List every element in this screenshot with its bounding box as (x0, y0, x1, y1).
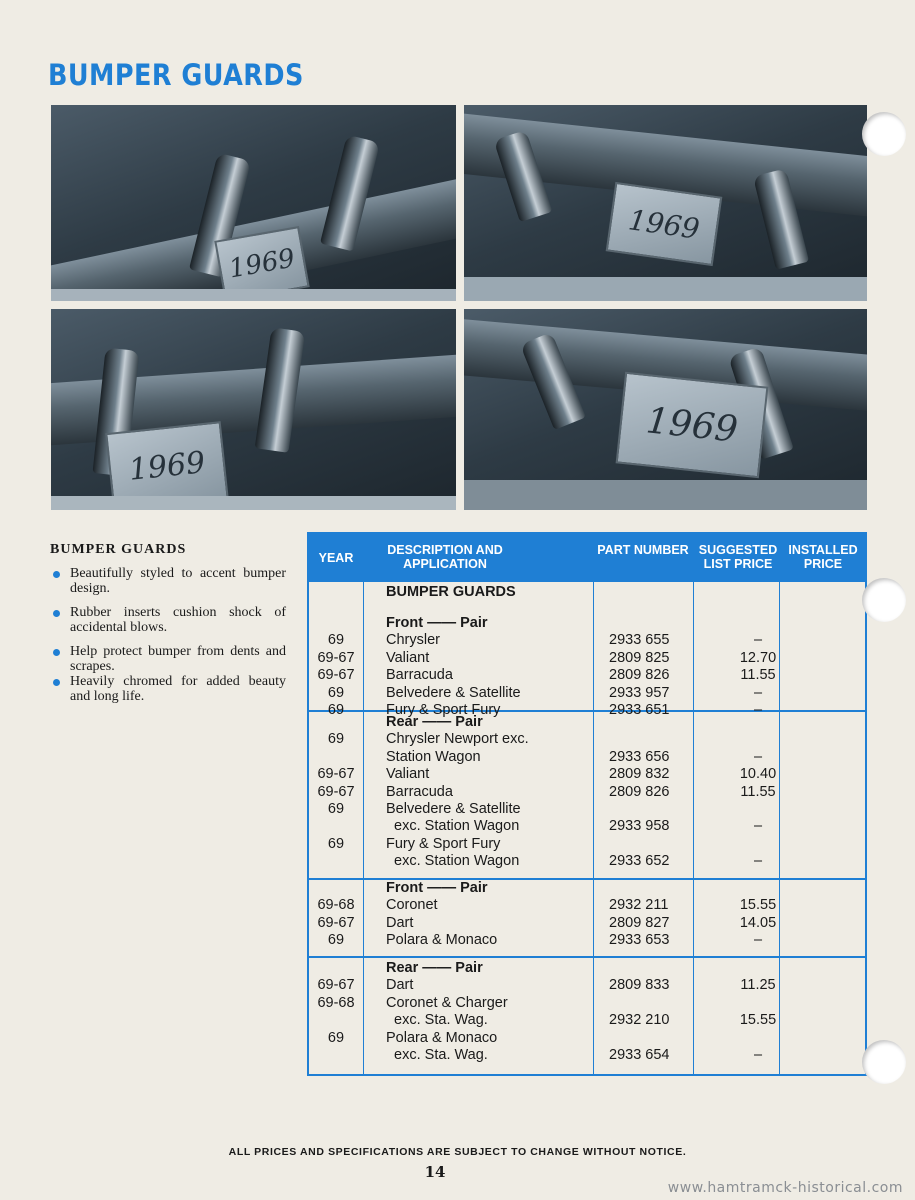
section-label: Front —— Pair (386, 615, 488, 631)
row-list-price: – (753, 684, 763, 701)
photo-front-right (464, 105, 867, 301)
page-title: BUMPER GUARDS (48, 58, 304, 92)
row-part-number: 2809 826 (609, 667, 670, 684)
row-description: Dart (386, 914, 414, 931)
feature-item: Heavily chromed for added beauty and long life. (52, 674, 286, 704)
row-description: Polara & Monaco (386, 1029, 498, 1046)
column-divider (593, 582, 594, 1074)
row-list-price: 11.55 (740, 667, 776, 684)
row-list-price: 12.70 (739, 649, 777, 666)
row-part-number: 2809 827 (609, 914, 670, 931)
binder-hole (862, 578, 906, 622)
row-part-number: 2809 832 (609, 766, 670, 783)
row-list-price: 10.40 (739, 766, 777, 783)
row-part-number: 2933 651 (609, 702, 670, 718)
row-year: 69 (327, 632, 345, 649)
row-list-price: – (753, 853, 763, 870)
footer-note: ALL PRICES AND SPECIFICATIONS ARE SUBJECT TO CHANGE WITHOUT NOTICE. (228, 1146, 687, 1158)
page-number: 14 (424, 1163, 446, 1181)
row-year: 69 (327, 702, 345, 718)
section-label: Rear —— Pair (386, 960, 483, 976)
row-list-price: – (753, 818, 763, 835)
row-part-number: 2809 825 (609, 649, 670, 666)
row-year: 69-67 (317, 914, 355, 931)
row-list-price: 11.55 (740, 783, 776, 800)
row-list-price: 11.25 (740, 977, 776, 994)
row-description: exc. Station Wagon (386, 853, 520, 870)
column-divider (363, 582, 364, 1074)
row-list-price: – (753, 702, 763, 718)
row-year: 69-67 (317, 977, 355, 994)
row-list-price: – (753, 632, 763, 649)
license-plate: 1969 (616, 372, 769, 479)
row-part-number: 2933 957 (609, 684, 670, 701)
license-plate: 1969 (606, 182, 723, 266)
row-part-number: 2933 656 (609, 748, 670, 765)
row-divider (309, 956, 865, 958)
header-description: DESCRIPTION AND APPLICATION (387, 543, 503, 571)
row-year: 69-67 (317, 649, 355, 666)
license-plate: 1969 (214, 226, 309, 301)
row-year: 69 (327, 684, 345, 701)
row-description: exc. Sta. Wag. (386, 1047, 488, 1063)
header-part-number: PART NUMBER (597, 543, 689, 557)
section-label: Rear —— Pair (386, 714, 483, 730)
row-list-price: – (753, 1047, 763, 1063)
row-description: Coronet & Charger (386, 994, 508, 1011)
row-description: Fury & Sport Fury (386, 835, 501, 852)
binder-hole (862, 1040, 906, 1084)
row-year: 69-68 (317, 994, 355, 1011)
feature-list (52, 566, 286, 713)
row-list-price: – (753, 932, 763, 949)
section-label: Front —— Pair (386, 880, 488, 896)
row-description: Barracuda (386, 667, 453, 684)
row-part-number: 2933 958 (609, 818, 670, 835)
row-part-number: 2933 652 (609, 853, 670, 870)
row-part-number: 2933 653 (609, 932, 670, 949)
header-list-price: SUGGESTED LIST PRICE (698, 543, 778, 571)
license-plate: 1969 (105, 421, 229, 510)
row-year: 69 (327, 835, 345, 852)
table-header (309, 534, 865, 582)
header-year: YEAR (318, 551, 354, 565)
header-installed-price: INSTALLED PRICE (788, 543, 858, 571)
feature-item: Rubber inserts cushion shock of accidental blows. (52, 605, 286, 635)
feature-item: Help protect bumper from dents and scrapes. (52, 644, 286, 674)
row-list-price: 14.05 (739, 914, 777, 931)
row-year: 69-67 (317, 766, 355, 783)
photo-rear-left (51, 309, 456, 510)
sidebar-heading: BUMPER GUARDS (50, 542, 187, 557)
watermark: www.hamtramck-historical.com (667, 1180, 903, 1196)
row-description: Chrysler Newport exc. (386, 731, 529, 748)
photo-front-left (51, 105, 456, 301)
row-part-number: 2932 211 (609, 897, 669, 914)
row-year: 69-67 (317, 667, 355, 684)
row-description: Barracuda (386, 783, 453, 800)
row-part-number: 2933 654 (609, 1047, 670, 1063)
row-description: Dart (386, 977, 414, 994)
row-part-number: 2932 210 (609, 1012, 670, 1029)
row-year: 69-68 (317, 897, 355, 914)
feature-item: Beautifully styled to accent bumper design. (52, 566, 286, 596)
row-description: Coronet (386, 897, 438, 914)
row-year: 69 (327, 1029, 345, 1046)
table-title: BUMPER GUARDS (386, 584, 516, 600)
row-list-price: – (753, 748, 763, 765)
row-description: Fury & Sport Fury (386, 702, 501, 718)
row-year: 69 (327, 801, 345, 817)
row-description: exc. Station Wagon (386, 818, 520, 835)
row-part-number: 2809 833 (609, 977, 670, 994)
row-description: Polara & Monaco (386, 932, 498, 949)
row-description: Station Wagon (386, 748, 481, 765)
row-year: 69 (327, 932, 345, 949)
row-list-price: 15.55 (739, 897, 777, 914)
binder-hole (862, 112, 906, 156)
row-year: 69-67 (317, 783, 355, 800)
row-description: exc. Sta. Wag. (386, 1012, 488, 1029)
photo-rear-right (464, 309, 867, 510)
row-description: Chrysler (386, 632, 440, 649)
parts-table (307, 532, 867, 1076)
row-part-number: 2809 826 (609, 783, 670, 800)
row-year: 69 (327, 731, 345, 748)
row-description: Valiant (386, 649, 430, 666)
row-description: Belvedere & Satellite (386, 801, 521, 817)
row-list-price: 15.55 (739, 1012, 777, 1029)
row-description: Belvedere & Satellite (386, 684, 521, 701)
row-description: Valiant (386, 766, 430, 783)
row-part-number: 2933 655 (609, 632, 670, 649)
